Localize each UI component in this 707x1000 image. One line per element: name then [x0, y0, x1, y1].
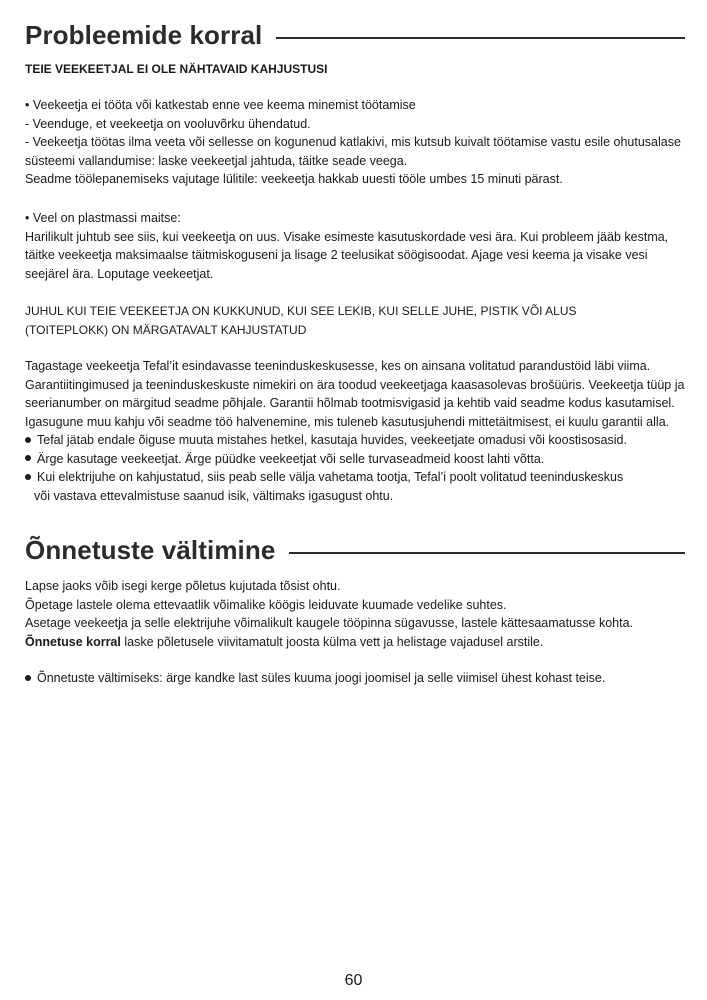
text-line: - Veekeetja töötas ilma veeta või sellesse on kogunenud katlakivi, mis kutsub kuivalt töötamise vastu esile ohutusalase	[25, 135, 681, 149]
text-line: Lapse jaoks võib isegi kerge põletus kujutada tõsist ohtu.	[25, 579, 341, 593]
text-line	[25, 633, 685, 652]
text-line: süsteemi vallandumise: laske veekeetjal jahtuda, täitke seade veega.	[25, 153, 408, 168]
text-line: Seadme töölepanemiseks vajutage lülitile: veekeetja hakkab uuesti tööle umbes 15 minuti pärast.	[25, 172, 563, 186]
text-line: Garantiitingimused ja teeninduskeskuste nimekiri on ära toodud veekeetjaga kaasasolevas brošüüris. Veekeetja tüüp ja	[25, 377, 685, 392]
text-line: täitke veekeetja maksimaalse täitmiskoguseni ja lisage 2 teelusikat söögisoodat. Ajage vesi keema ja visake vesi	[25, 248, 648, 262]
caps-heading-damaged	[25, 302, 685, 339]
block-safety-bullet	[25, 669, 685, 688]
list-item	[25, 450, 685, 469]
text-line: Igasugune muu kahju või seadme töö halvenemine, mis tuleneb kasutusjuhendi mittetäitmisest, ei kuulu garantii alla.	[25, 414, 670, 429]
text-rest: laske põletusele viivitamatult joosta külma vett ja helistage vajadusel arstile.	[120, 634, 544, 649]
section-heading-accident-prevention	[25, 535, 685, 566]
block-not-working	[25, 96, 685, 189]
section-title: Õnnetuste vältimine	[25, 535, 276, 565]
page-number: 60	[344, 972, 363, 989]
text-line: Asetage veekeetja ja selle elektrijuhe võimalikult kaugele tööpinna sügavusse, lastele kättesaamatusse kohta.	[25, 616, 634, 630]
list-item	[25, 468, 685, 487]
bullet-icon	[25, 455, 31, 461]
list-item-text: Tefal jätab endale õiguse muuta mistahes hetkel, kasutaja huvides, veekeetjate omadusi või koostisosasid.	[37, 433, 627, 447]
list-item-text: Kui elektrijuhe on kahjustatud, siis peab selle välja vahetama tootja, Tefal’i poolt volitatud teeninduskeskus	[37, 470, 624, 484]
list-item-text: Ärge kasutage veekeetjat. Ärge püüdke veekeetjat või selle turvaseadmeid koost lahti võtta.	[37, 451, 545, 466]
bullet-icon	[25, 474, 31, 480]
text-line: Harilikult juhtub see siis, kui veekeetja on uus. Visake esimeste kasutuskordade vesi ära. Kui probleem jääb kestma,	[25, 229, 669, 244]
bullet-icon	[25, 437, 31, 443]
list-item-text: Õnnetuste vältimiseks: ärge kandke last süles kuuma joogi joomisel ja selle viimisel ühest kohast teise.	[37, 671, 606, 685]
heading-rule	[289, 552, 685, 554]
list-item-continuation: või vastava ettevalmistuse saanud isik, vältimaks igasugust ohtu.	[34, 488, 394, 503]
text-line: - Veenduge, et veekeetja on vooluvõrku ühendatud.	[25, 116, 311, 131]
text-line: • Veekeetja ei tööta või katkestab enne vee keema minemist töötamise	[25, 98, 416, 112]
list-item	[25, 431, 685, 450]
subheading-text: TEIE VEEKEETJAL EI OLE NÄHTAVAID KAHJUSTUSI	[25, 62, 328, 76]
block-warranty	[25, 357, 685, 505]
section-title: Probleemide korral	[25, 20, 263, 50]
text-line: seejärel ära. Loputage veekeetjat.	[25, 266, 214, 281]
text-line: Õpetage lastele olema ettevaatlik võimalike köögis leiduvate kuumade vedelike suhtes.	[25, 597, 507, 612]
emphasis-text: Õnnetuse korral	[25, 634, 121, 649]
heading-rule	[276, 37, 685, 39]
text-line: • Veel on plastmassi maitse:	[25, 211, 181, 225]
bullet-icon	[25, 675, 31, 681]
list-item	[25, 669, 685, 688]
text-line: JUHUL KUI TEIE VEEKEETJA ON KUKKUNUD, KUI SEE LEKIB, KUI SELLE JUHE, PISTIK VÕI ALUS	[25, 304, 577, 318]
subheading	[25, 60, 685, 79]
section-heading-troubleshooting	[25, 20, 685, 51]
text-line: (TOITEPLOKK) ON MÄRGATAVALT KAHJUSTATUD	[25, 322, 307, 337]
text-line: Tagastage veekeetja Tefal’it esindavasse teeninduskeskusesse, kes on ainsana volitatud parandustöid läbi viima.	[25, 359, 651, 373]
text-line: seerianumber on märgitud seadme põhjale. Garantii hõlmab tootmisvigasid ja kehtib vaid seadme kodus kasutamisel.	[25, 396, 675, 410]
block-safety	[25, 577, 685, 651]
block-plastic-taste	[25, 209, 685, 283]
